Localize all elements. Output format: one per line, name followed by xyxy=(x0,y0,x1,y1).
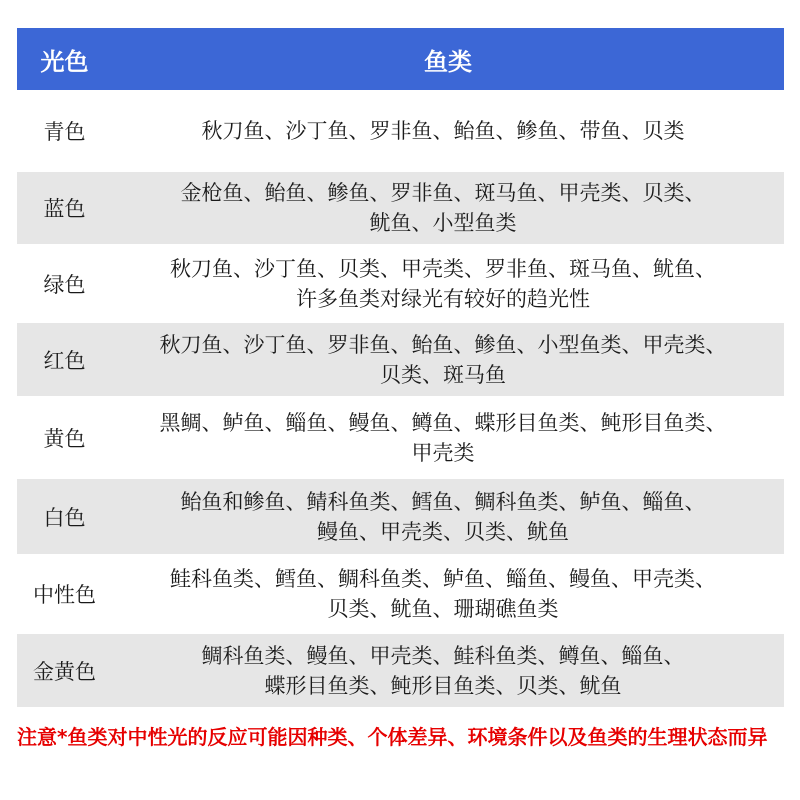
table-row xyxy=(17,90,784,169)
row-light-color: 中性色 xyxy=(33,583,96,607)
fish-line: 贝类、鱿鱼、珊瑚礁鱼类 xyxy=(327,597,559,621)
row-fish-list xyxy=(112,641,784,701)
fish-line: 鲐鱼和鲹鱼、鲭科鱼类、鳕鱼、鲷科鱼类、鲈鱼、鲻鱼、 xyxy=(180,489,706,514)
row-light-color: 蓝色 xyxy=(43,197,86,221)
row-light-color: 黄色 xyxy=(43,426,86,451)
row-fish-list xyxy=(112,564,784,624)
fish-line: 鳗鱼、甲壳类、贝类、鱿鱼 xyxy=(317,519,569,544)
table-row xyxy=(17,476,784,554)
fish-line: 秋刀鱼、沙丁鱼、贝类、甲壳类、罗非鱼、斑马鱼、鱿鱼、 xyxy=(170,256,716,281)
table-row xyxy=(17,169,784,244)
table-row xyxy=(17,244,784,320)
table-row xyxy=(17,396,784,476)
fish-line: 鱿鱼、小型鱼类 xyxy=(369,211,517,235)
row-fish-list xyxy=(112,116,784,146)
table-row xyxy=(17,554,784,631)
table-header xyxy=(17,28,784,90)
header-light-color: 光色 xyxy=(40,47,89,76)
fish-line: 金枪鱼、鲐鱼、鲹鱼、罗非鱼、斑马鱼、甲壳类、贝类、 xyxy=(180,181,706,205)
row-light-color: 金黄色 xyxy=(33,659,96,684)
row-light-color: 青色 xyxy=(43,120,86,144)
table-row xyxy=(17,320,784,396)
fish-line: 秋刀鱼、沙丁鱼、罗非鱼、鲐鱼、鲹鱼、带鱼、贝类 xyxy=(201,119,685,143)
fish-line: 黑鲷、鲈鱼、鲻鱼、鳗鱼、鳟鱼、蝶形目鱼类、鲀形目鱼类、 xyxy=(159,410,727,435)
fish-line: 鲑科鱼类、鳕鱼、鲷科鱼类、鲈鱼、鲻鱼、鳗鱼、甲壳类、 xyxy=(170,567,716,591)
footnote: 注意*鱼类对中性光的反应可能因种类、个体差异、环境条件以及鱼类的生理状态而异 xyxy=(17,725,768,749)
fish-line: 蝶形目鱼类、鲀形目鱼类、贝类、鱿鱼 xyxy=(264,673,622,698)
row-fish-list xyxy=(112,254,784,314)
fish-line: 许多鱼类对绿光有较好的趋光性 xyxy=(296,286,590,311)
fish-line: 甲壳类 xyxy=(411,440,475,465)
row-fish-list xyxy=(112,330,784,390)
fish-line: 秋刀鱼、沙丁鱼、罗非鱼、鲐鱼、鲹鱼、小型鱼类、甲壳类、 xyxy=(159,332,727,357)
fish-line: 鲷科鱼类、鳗鱼、甲壳类、鲑科鱼类、鳟鱼、鲻鱼、 xyxy=(201,643,685,668)
row-fish-list xyxy=(112,178,784,238)
header-fish-types: 鱼类 xyxy=(424,47,472,76)
row-light-color: 绿色 xyxy=(43,272,86,297)
table-row xyxy=(17,631,784,707)
row-fish-list xyxy=(112,487,784,547)
fish-line: 贝类、斑马鱼 xyxy=(380,362,506,387)
light-fish-table xyxy=(17,28,784,707)
row-light-color: 白色 xyxy=(43,505,86,530)
row-light-color: 红色 xyxy=(43,348,86,373)
row-fish-list xyxy=(112,408,784,468)
